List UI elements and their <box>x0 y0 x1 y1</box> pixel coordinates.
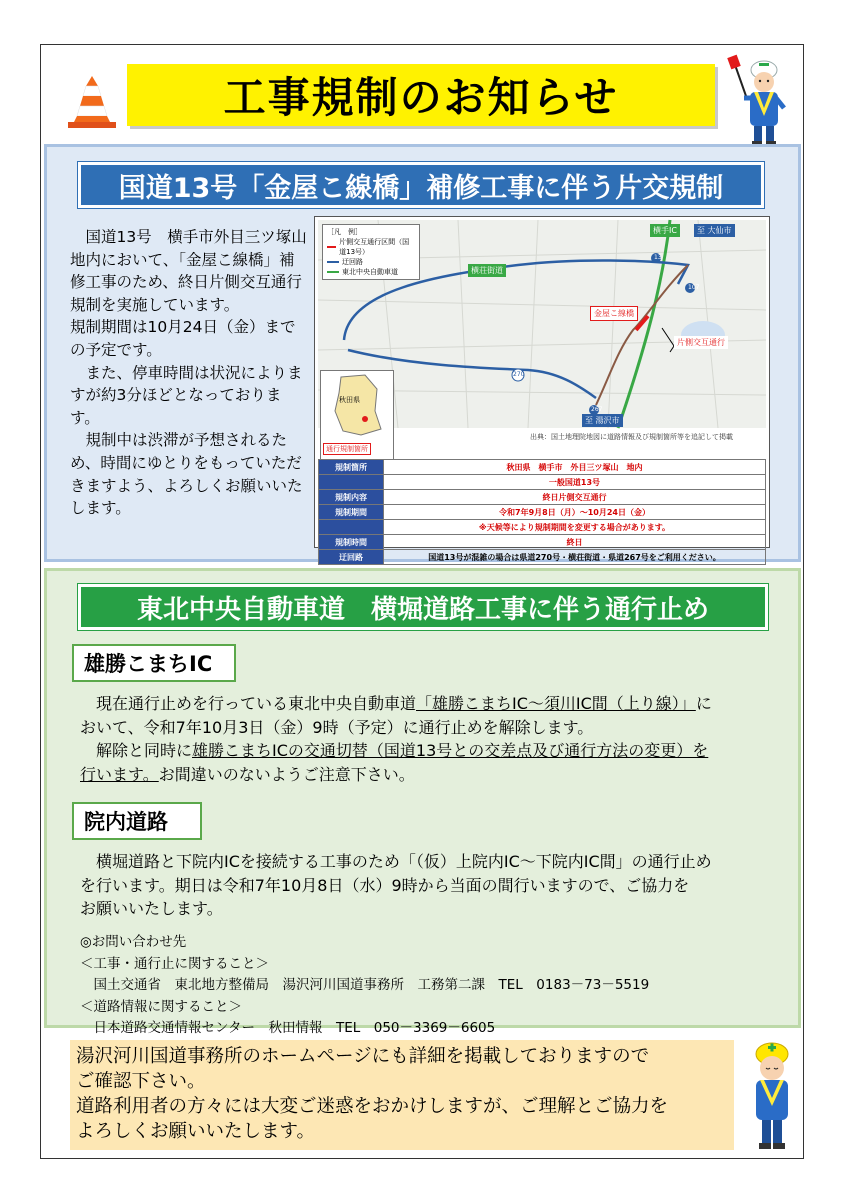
paragraph: 規制期間は10月24日（金）までの予定です。 <box>70 318 296 359</box>
page-title: 工事規制のお知らせ <box>223 73 619 122</box>
table-row: 迂回路 国道13号が混雑の場合は県道270号・横荘街道・県道267号をご利用ください。 <box>319 550 766 565</box>
contact-line: ＜道路情報に関すること＞ <box>80 998 242 1015</box>
footer-line: 湯沢河川国道事務所のホームページにも詳細を掲載しておりますので <box>76 1046 650 1067</box>
route-shield-107: 107 <box>688 284 700 291</box>
map-legend <box>322 224 420 280</box>
footer-line: ご確認下さい。 <box>76 1071 206 1092</box>
flag-worker-icon <box>726 56 798 146</box>
map-label-kanaya: 金屋こ線橋 <box>590 306 638 321</box>
contact-line: 日本道路交通情報センター 秋田情報 TEL 050－3369－6605 <box>80 1020 496 1036</box>
ogachi-komachi-text <box>80 692 780 786</box>
table-row: 規制期間 令和7年9月8日（月）〜10月24日（金） <box>319 505 766 520</box>
paragraph-line: 横堀道路と下院内ICを接続する工事のため「（仮）上院内IC〜下院内IC間」の通行止め <box>80 852 712 871</box>
map-label-yokobori-road: 横荘街道 <box>468 264 506 277</box>
section-expressway-heading: 東北中央自動車道 横堀道路工事に伴う通行止め <box>78 584 768 630</box>
map-label-to-yuzawa: 至 湯沢市 <box>582 414 623 427</box>
route-shield-13: 13 <box>654 254 662 261</box>
traffic-cone-icon <box>66 74 118 130</box>
paragraph: 国道13号 横手市外目三ツ塚山地内において、「金屋こ線橋」補修工事のため、終日片側交互通行規制を実施しています。 <box>70 228 307 314</box>
bowing-worker-icon <box>742 1040 802 1152</box>
footer-line: よろしくお願いいたします。 <box>76 1121 316 1142</box>
contact-line: 国土交通省 東北地方整備局 湯沢河川国道事務所 工務第二課 TEL 0183－73－5519 <box>80 977 650 993</box>
table-row: 規制箇所 秋田県 横手市 外目三ツ塚山 地内 <box>319 460 766 475</box>
contact-info <box>80 932 780 1040</box>
paragraph-line: 行います。お間違いのないようご注意下さい。 <box>80 764 415 784</box>
inset-label-akita: 秋田県 <box>339 396 360 404</box>
legend-title: ［凡 例］ <box>327 228 362 236</box>
table-row: ※天候等により規制期間を変更する場合があります。 <box>319 520 766 535</box>
paragraph-line: 現在通行止めを行っている東北中央自動車道「雄勝こまちIC〜須川IC間（上り線）」に <box>80 694 712 713</box>
innai-road-text <box>80 850 780 921</box>
paragraph: 規制中は渋滞が予想されるため、時間にゆとりをもっていただきますよう、よろしくお願いいたします。 <box>70 431 303 518</box>
paragraph-line: 解除と同時に雄勝こまちICの交通切替（国道13号との交差点及び通行方法の変更）を <box>80 741 709 760</box>
inset-caption: 通行規制箇所 <box>323 443 371 455</box>
subheading-innai-road: 院内道路 <box>72 802 202 840</box>
title-banner <box>127 64 715 126</box>
map-label-to-daisen: 至 大仙市 <box>694 224 735 237</box>
map-label-alternating: 片側交互通行 <box>674 336 728 349</box>
section-kanaya-heading: 国道13号「金屋こ線橋」補修工事に伴う片交規制 <box>78 162 764 208</box>
legend-item: 片側交互通行区間（国道13号） <box>327 237 415 257</box>
legend-item: 迂回路 <box>327 257 415 267</box>
footer-notice <box>70 1040 734 1150</box>
map-inset-akita <box>320 370 394 460</box>
section-kanaya-text <box>70 226 308 520</box>
map-label-yokote-ic: 横手IC <box>650 224 680 237</box>
footer-line: 道路利用者の方々には大変ご迷惑をおかけしますが、ご理解とご協力を <box>76 1096 669 1117</box>
table-row: 規制時間 終日 <box>319 535 766 550</box>
paragraph-line: おいて、令和7年10月3日（金）9時（予定）に通行止めを解除します。 <box>80 717 594 737</box>
table-row: 規制内容 終日片側交互通行 <box>319 490 766 505</box>
table-row: 一般国道13号 <box>319 475 766 490</box>
legend-item: 東北中央自動車道 <box>327 267 415 277</box>
paragraph-line: お願いいたします。 <box>80 899 223 918</box>
regulation-table <box>318 459 766 565</box>
route-shield-270: 270 <box>513 371 525 378</box>
subheading-ogachi-komachi-ic: 雄勝こまちIC <box>72 644 236 682</box>
paragraph-line: を行います。期日は令和7年10月8日（水）9時から当面の間行いますので、ご協力を <box>80 875 690 895</box>
contact-line: ◎お問い合わせ先 <box>80 934 187 950</box>
contact-line: ＜工事・通行止に関すること＞ <box>80 955 269 972</box>
paragraph: また、停車時間は状況によりますが約3分ほどとなっております。 <box>70 363 303 427</box>
map-source: 出典：国土地理院地図に道路情報及び規制箇所等を追記して掲載 <box>530 433 733 441</box>
route-shield-267: 267 <box>591 406 603 413</box>
